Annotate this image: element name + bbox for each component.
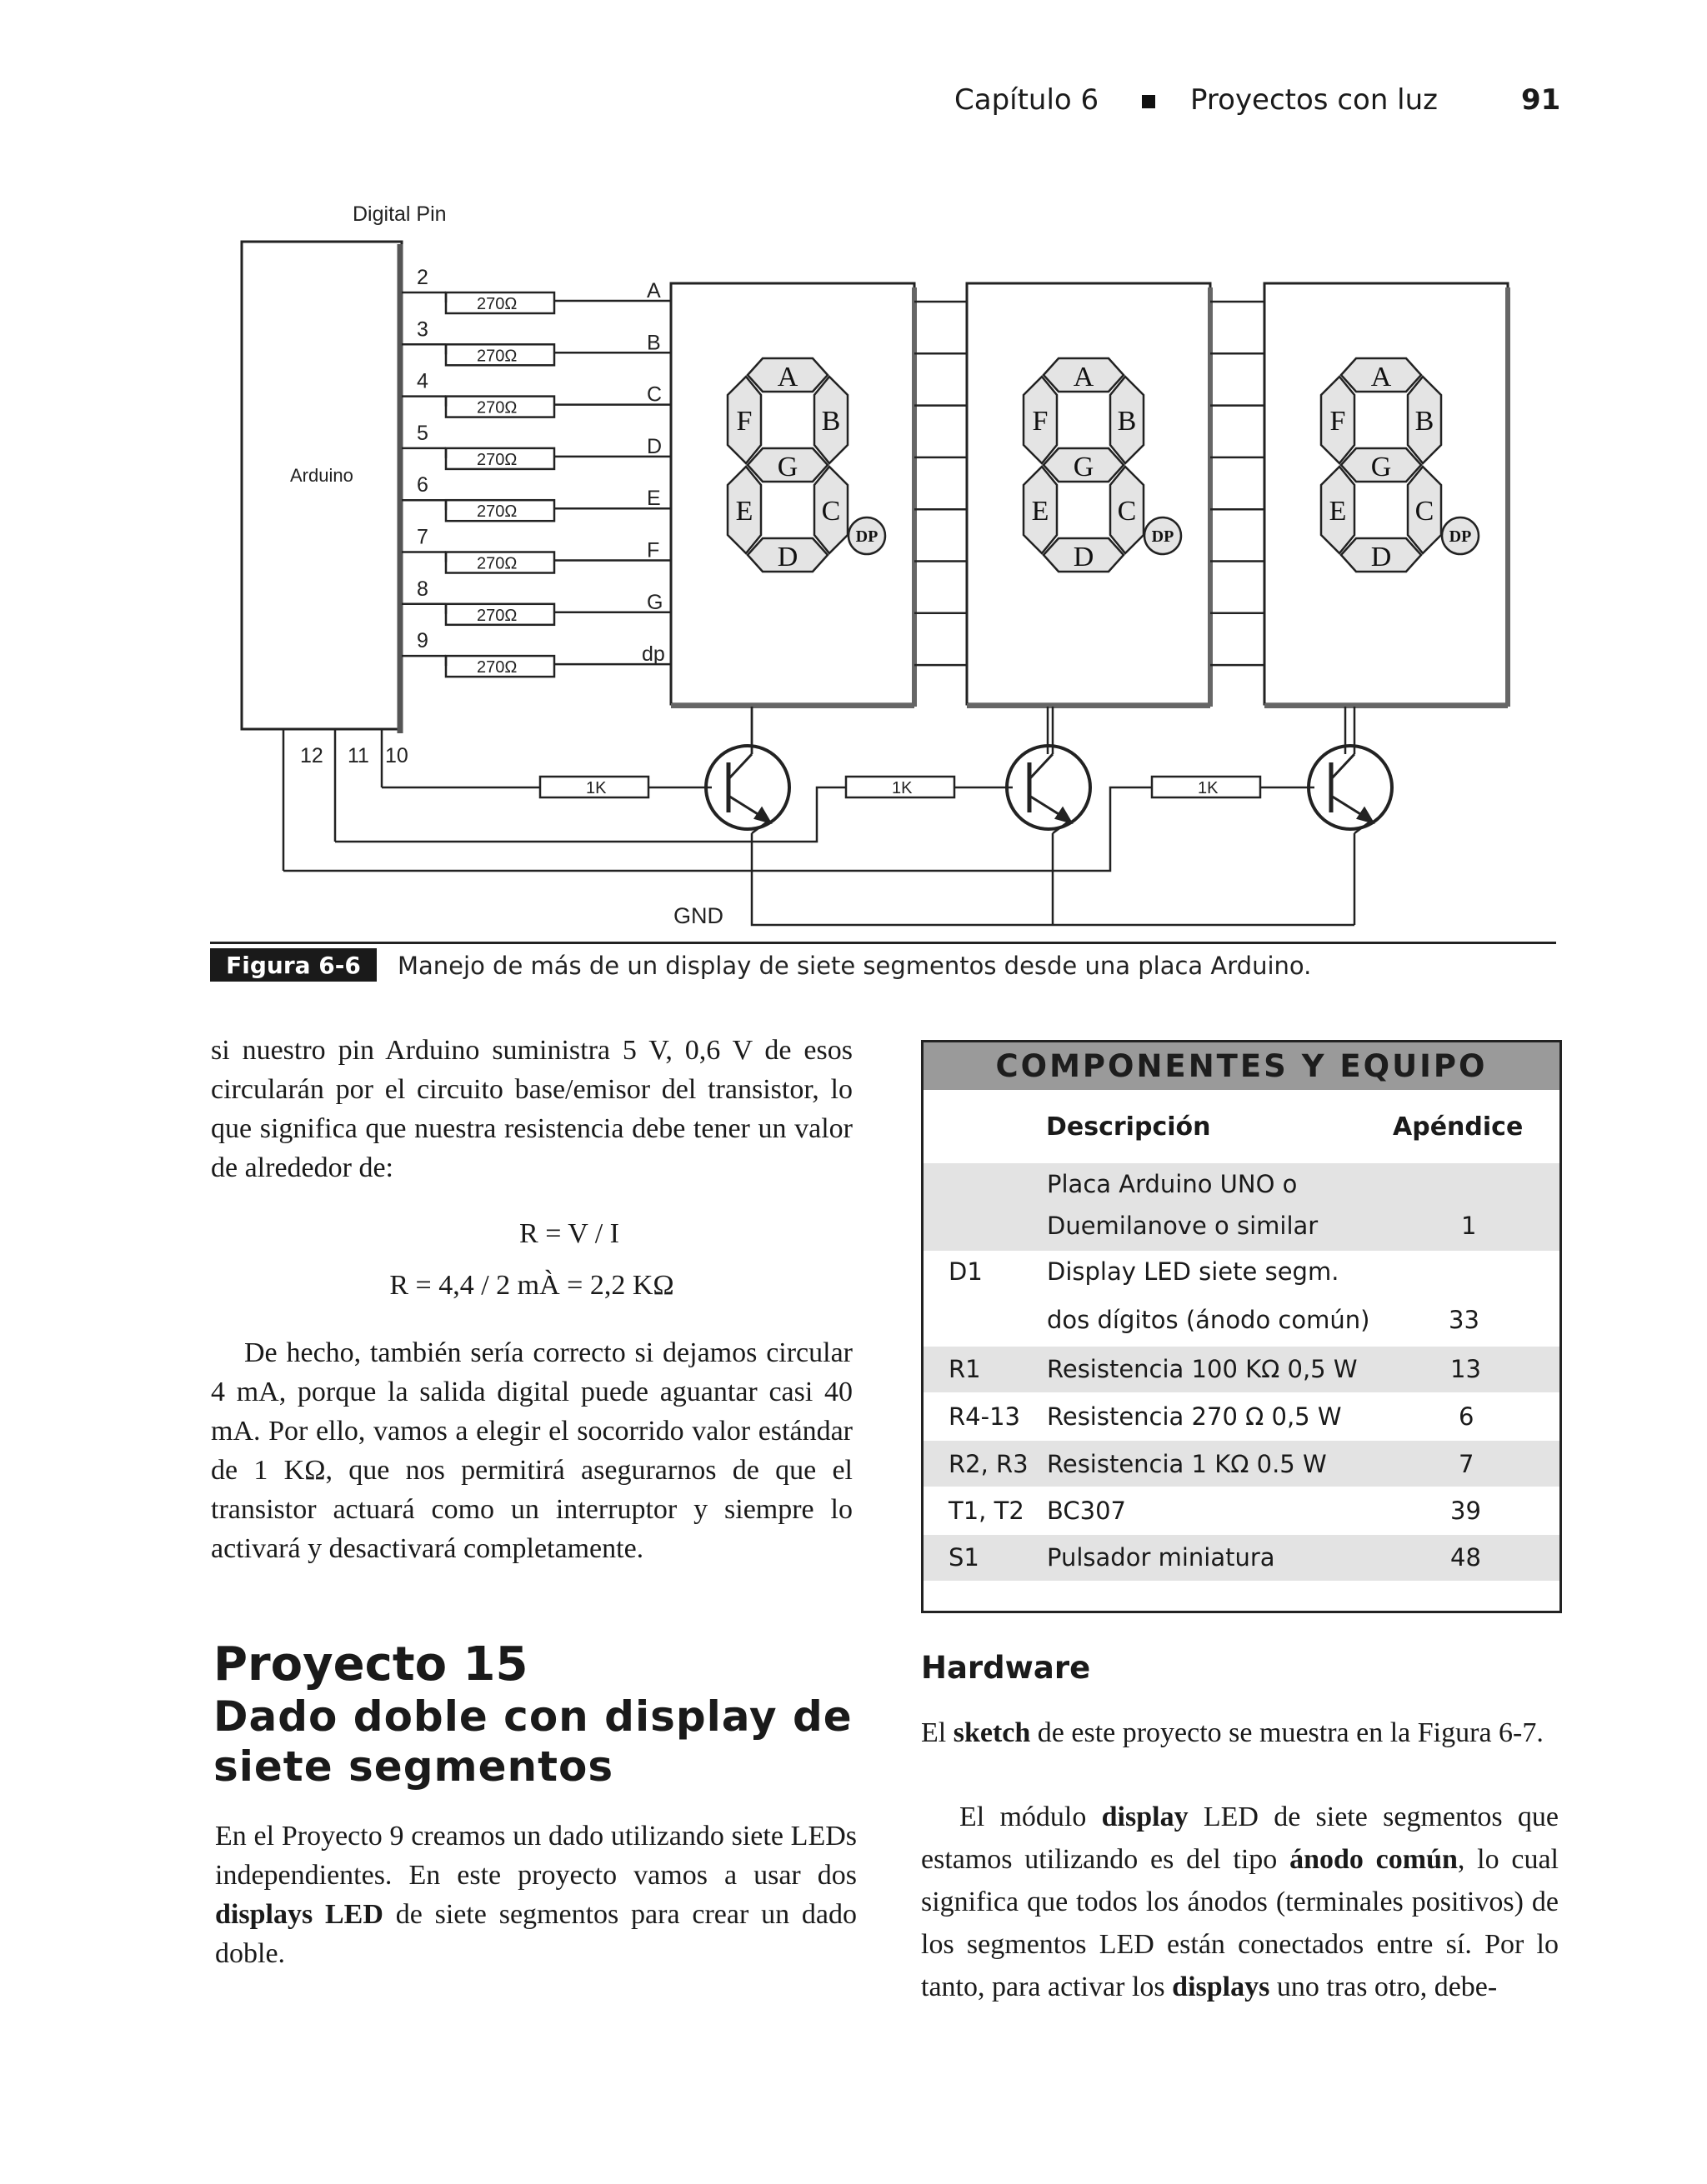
svg-text:A: A	[1073, 362, 1094, 392]
hardware-paragraph-1: El sketch de este proyecto se muestra en la Figura 6-7.	[921, 1717, 1544, 1748]
pin-row-4	[402, 370, 671, 417]
gnd-label: GND	[673, 903, 723, 928]
project-number: Proyecto 15	[213, 1637, 528, 1692]
circuit-diagram	[208, 196, 1525, 946]
resistor-label: 270Ω	[477, 295, 518, 313]
pin-row-7	[402, 526, 671, 573]
table-row: T1, T2 BC307 39	[949, 1497, 1481, 1525]
hardware-heading: Hardware	[921, 1650, 1091, 1686]
segment-line-label: F	[647, 538, 660, 562]
pin-row-9	[402, 629, 671, 677]
figure-caption	[210, 942, 1556, 984]
transistor-2	[846, 707, 1090, 833]
figure-caption-text: Manejo de más de un display de siete segmentos desde una placa Arduino.	[398, 952, 1312, 980]
pin-row-3	[402, 317, 671, 365]
svg-text:DP: DP	[855, 527, 879, 546]
body-paragraph-1: si nuestro pin Arduino suministra 5 V, 0,6 V de esos circularán por el circuito base/emisor del transistor, lo que significa que nuestra resistencia debe tener un valor de alrededor de:	[211, 1035, 853, 1183]
table-row: D1 Display LED siete segm. dos dígitos (ánodo común) 33	[949, 1257, 1479, 1334]
svg-text:A: A	[777, 362, 798, 392]
page-number: 91	[1521, 83, 1561, 117]
resistor-1k-label: 1K	[1198, 779, 1219, 797]
svg-text:F: F	[736, 406, 753, 437]
svg-text:G: G	[777, 452, 798, 482]
pin-row-6	[402, 473, 671, 521]
svg-text:C: C	[821, 496, 841, 527]
header-separator-icon	[1142, 95, 1155, 108]
pin-row-5	[402, 422, 671, 469]
svg-text:E: E	[1329, 496, 1347, 527]
table-row: Placa Arduino UNO o Duemilanove o similar 1	[924, 1163, 1559, 1251]
resistor-label: 270Ω	[477, 658, 518, 677]
pin-row-2	[402, 266, 671, 313]
segment-line-label: D	[647, 434, 663, 458]
segment-line-label: C	[647, 382, 663, 407]
resistor-label: 270Ω	[477, 502, 518, 522]
pin-label-12: 12	[300, 744, 323, 767]
running-header	[954, 83, 1554, 125]
svg-text:D: D	[777, 542, 798, 572]
body-paragraph-2: De hecho, también sería correcto si dejamos circular 4 mA, porque la salida digital puede aguantar casi 40 mA. Por ello, vamos a elegir el socorrido valor estándar de 1 KΩ, que nos permitirá asegurarnos de que el transistor actuará como un interruptor y siempre lo activará y desactivará completamente.	[211, 1337, 853, 1564]
svg-text:B: B	[1117, 406, 1137, 437]
svg-text:E: E	[735, 496, 753, 527]
pin-row-8	[402, 577, 671, 625]
svg-text:B: B	[821, 406, 841, 437]
svg-text:E: E	[1031, 496, 1049, 527]
chapter-label: Capítulo 6	[954, 83, 1099, 117]
pin-label: 6	[417, 473, 428, 497]
resistor-label: 270Ω	[477, 398, 518, 417]
segment-line-label: G	[647, 590, 663, 614]
svg-text:DP: DP	[1151, 527, 1174, 546]
seven-segment-displays	[671, 283, 1508, 754]
resistor-label: 270Ω	[477, 450, 518, 469]
resistor-1k-label: 1K	[586, 779, 607, 797]
pin-label: 3	[417, 317, 428, 342]
table-row: R2, R3 Resistencia 1 KΩ 0.5 W 7	[924, 1441, 1559, 1487]
display-3	[1264, 283, 1508, 754]
transistor-3	[1152, 707, 1392, 833]
display-2	[967, 283, 1264, 754]
col-appendix-header: Apéndice	[1393, 1112, 1524, 1142]
resistor-label: 270Ω	[477, 554, 518, 573]
table-row: R1 Resistencia 100 KΩ 0,5 W 13	[924, 1347, 1559, 1392]
svg-text:DP: DP	[1449, 527, 1472, 546]
svg-text:D: D	[1370, 542, 1392, 572]
col-description-header: Descripción	[1046, 1112, 1211, 1142]
svg-text:F: F	[1329, 406, 1346, 437]
pin-label: 2	[417, 266, 428, 289]
pin-label: 4	[417, 369, 428, 393]
display-1	[671, 283, 967, 754]
pin-label: 8	[417, 577, 428, 601]
svg-text:C: C	[1414, 496, 1434, 527]
transistor-1	[540, 707, 789, 833]
hardware-paragraph-2: El módulo display LED de siete segmentos que estamos utilizando es del tipo ánodo común, lo cual significa que todos los ánodos (terminales positivos) de los segmentos LED están conectados entre sí. Por lo tanto, para activar los displays uno tras otro, debe-	[921, 1802, 1559, 2002]
pin-label: 5	[417, 421, 428, 445]
segment-line-label: dp	[642, 642, 665, 667]
transistor-stages	[540, 707, 1392, 833]
pin-label: 7	[417, 525, 428, 549]
pin-rows	[402, 266, 671, 677]
resistor-label: 270Ω	[477, 347, 518, 366]
svg-text:B: B	[1414, 406, 1434, 437]
pin-label-10: 10	[385, 744, 408, 767]
segment-line-label: E	[647, 487, 661, 511]
svg-text:F: F	[1032, 406, 1049, 437]
resistor-1k-label: 1K	[892, 779, 913, 797]
pin-label-11: 11	[348, 744, 369, 767]
table-row: S1 Pulsador miniatura 48	[924, 1535, 1559, 1581]
equation-2: R = 4,4 / 2 mÀ = 2,2 KΩ	[389, 1270, 674, 1301]
project-intro-paragraph: En el Proyecto 9 creamos un dado utilizando siete LEDs independientes. En este proyecto vamos a usar dos displays LED de siete segmentos para crear un dado doble.	[215, 1821, 857, 1969]
project-title: Dado doble con display de siete segmentos	[213, 1692, 853, 1791]
svg-text:G: G	[1073, 452, 1094, 482]
segment-line-label: B	[647, 331, 661, 355]
pin-label: 9	[417, 629, 428, 653]
components-title: COMPONENTES Y EQUIPO	[924, 1042, 1559, 1090]
components-table	[921, 1040, 1562, 1613]
table-row: R4-13 Resistencia 270 Ω 0,5 W 6	[949, 1402, 1474, 1431]
figure-label: Figura 6-6	[210, 948, 377, 982]
section-label: Proyectos con luz	[1190, 83, 1439, 117]
equation-1: R = V / I	[519, 1218, 619, 1249]
svg-text:G: G	[1370, 452, 1392, 482]
svg-text:A: A	[1370, 362, 1392, 392]
arduino-label: Arduino	[290, 465, 353, 486]
digital-pin-label: Digital Pin	[353, 202, 447, 226]
resistor-label: 270Ω	[477, 606, 518, 625]
svg-text:C: C	[1117, 496, 1137, 527]
segment-line-label: A	[647, 279, 661, 302]
svg-text:D: D	[1073, 542, 1094, 572]
